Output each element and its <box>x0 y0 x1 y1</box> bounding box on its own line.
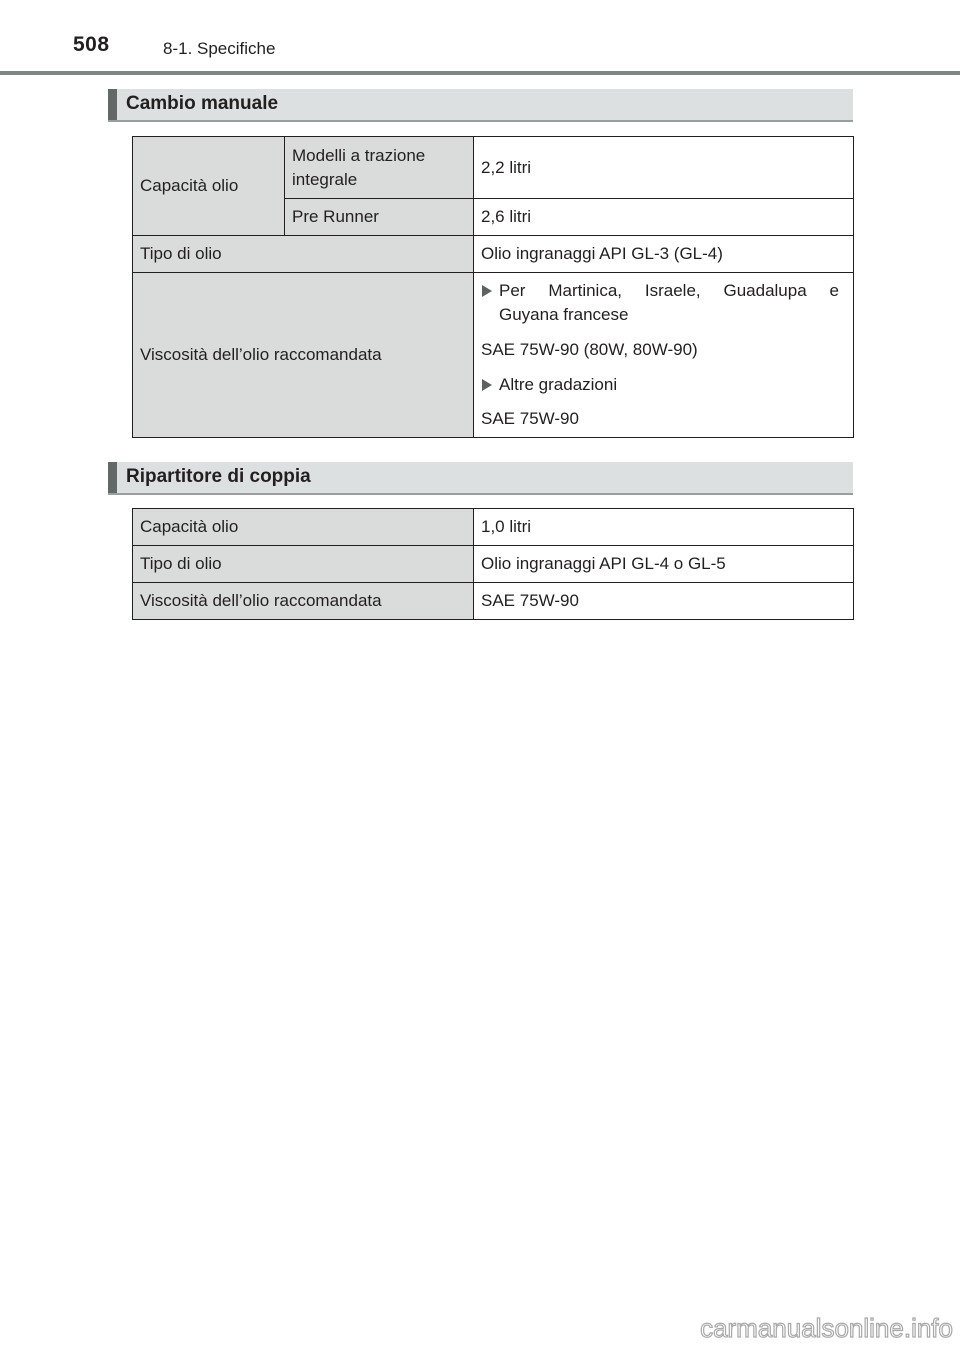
bullet-item <box>481 279 839 327</box>
bullet-text: Guyana francese <box>499 305 629 324</box>
awd-label-line1: Modelli a trazione <box>292 145 426 165</box>
viscosity-values <box>474 273 854 438</box>
section-heading-manual-transmission <box>108 89 853 122</box>
section-heading-transfer <box>108 462 853 495</box>
section-title: Ripartitore di coppia <box>126 466 311 487</box>
row-label: Viscosità dell’olio raccomandata <box>133 583 474 620</box>
row-value: 1,0 litri <box>474 509 854 546</box>
table-row <box>133 137 854 199</box>
prerunner-capacity-value: 2,6 litri <box>474 199 854 236</box>
triangle-bullet-icon <box>482 379 492 391</box>
row-value: Olio ingranaggi API GL-4 o GL-5 <box>474 546 854 583</box>
table-row <box>133 273 854 438</box>
bullet-item <box>481 373 839 397</box>
running-section-title: 8-1. Specifiche <box>163 39 276 58</box>
heading-accent-bar <box>108 462 117 493</box>
bullet-text: Altre gradazioni <box>499 375 618 394</box>
watermark-text: carmanualsonline.info <box>700 1313 953 1343</box>
awd-models-label <box>285 137 474 199</box>
section-title: Cambio manuale <box>126 93 279 114</box>
oil-capacity-label: Capacità olio <box>133 137 285 236</box>
bullet-text: Per Martinica, Israele, Guadalupa e <box>499 281 839 300</box>
viscosity-value: SAE 75W-90 <box>481 409 579 428</box>
transfer-table <box>132 508 854 620</box>
oil-type-label: Tipo di olio <box>133 236 474 273</box>
header-rule <box>0 71 960 75</box>
heading-accent-bar <box>108 89 117 120</box>
oil-type-value: Olio ingranaggi API GL-3 (GL-4) <box>474 236 854 273</box>
row-value: SAE 75W-90 <box>474 583 854 620</box>
manual-transmission-table <box>132 136 854 438</box>
table-row <box>133 546 854 583</box>
table-row <box>133 509 854 546</box>
page-number: 508 <box>73 33 110 56</box>
viscosity-label: Viscosità dell’olio raccomandata <box>133 273 474 438</box>
watermark <box>585 1312 955 1346</box>
table-row <box>133 236 854 273</box>
awd-capacity-value: 2,2 litri <box>474 137 854 199</box>
row-label: Capacità olio <box>133 509 474 546</box>
prerunner-label: Pre Runner <box>285 199 474 236</box>
row-label: Tipo di olio <box>133 546 474 583</box>
triangle-bullet-icon <box>482 285 492 297</box>
awd-label-line2: integrale <box>292 169 358 189</box>
viscosity-value: SAE 75W-90 (80W, 80W-90) <box>481 340 698 359</box>
table-row <box>133 583 854 620</box>
